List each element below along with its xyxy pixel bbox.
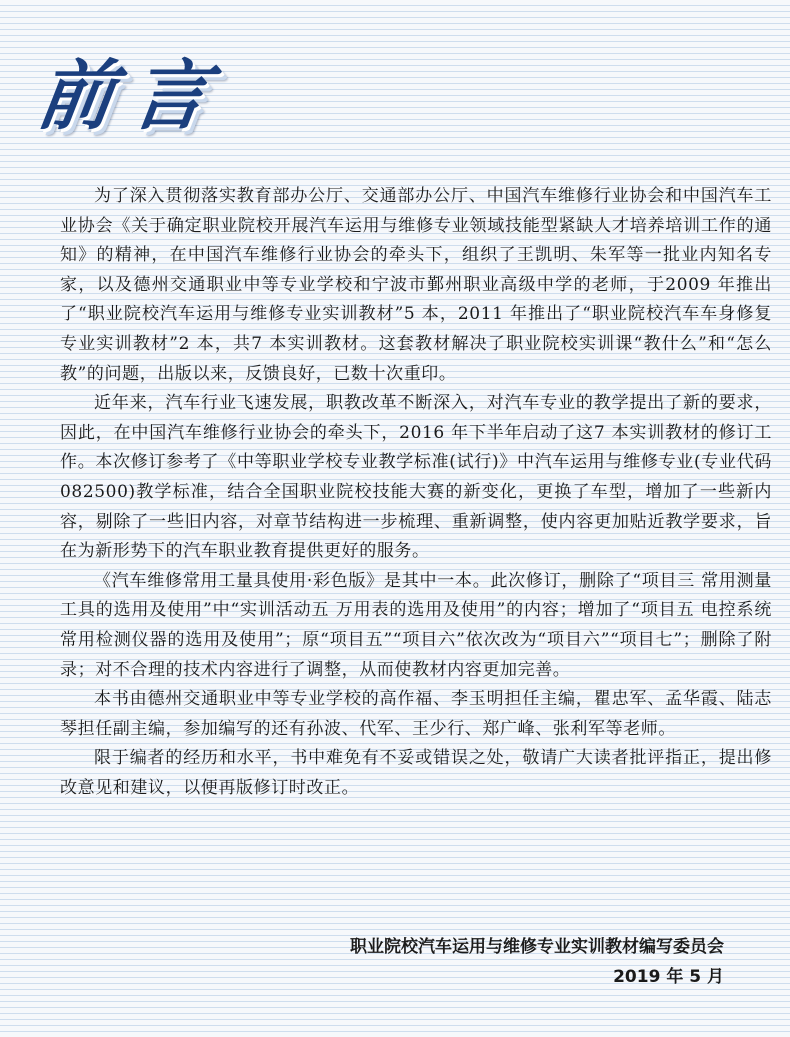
paragraph-1: 为了深入贯彻落实教育部办公厅、交通部办公厅、中国汽车维修行业协会和中国汽车工业协会《关于确定职业院校开展汽车运用与维修专业领域技能型紧缺人才培养培训工作的通知》的精神，在中国汽车维修行业协会的牵头下，组织了王凯明、朱军等一批业内知名专家，以及德州交通职业中等专业学校和宁波市鄞州职业高级中学的老师，于2009 年推出了“职业院校汽车运用与维修专业实训教材”5 本，2011 年推出了“职业院校汽车车身修复专业实训教材”2 本，共7 本实训教材。这套教材解决了职业院校实训课“教什么”和“怎么教”的问题，出版以来，反馈良好，已数十次重印。 <box>60 186 772 384</box>
signature-date: 2019 年 5 月 <box>613 967 724 987</box>
page-title: 前言 <box>31 51 233 140</box>
paragraph-3: 《汽车维修常用工量具使用·彩色版》是其中一本。此次修订，删除了“项目三 常用测量工具的选用及使用”中“实训活动五 万用表的选用及使用”的内容；增加了“项目五 电控系统常用检测仪器的选用及使用”；原“项目五”“项目六”依次改为“项目六”“项目七”；删除了附录；对不合理的技术内容进行了调整，从而使教材内容更加完善。 <box>60 570 772 680</box>
preface-body <box>60 182 772 803</box>
signature-block <box>350 932 724 992</box>
paragraph-2: 近年来，汽车行业飞速发展，职教改革不断深入，对汽车专业的教学提出了新的要求，因此，在中国汽车维修行业协会的牵头下，2016 年下半年启动了这7 本实训教材的修订工作。本次修订参考了《中等职业学校专业教学标准(试行)》中汽车运用与维修专业(专业代码082500)教学标准，结合全国职业院校技能大赛的新变化，更换了车型，增加了一些新内容，剔除了一些旧内容，对章节结构进一步梳理、重新调整，使内容更加贴近教学要求，旨在为新形势下的汽车职业教育提供更好的服务。 <box>60 393 772 562</box>
paragraph-5: 限于编者的经历和水平，书中难免有不妥或错误之处，敬请广大读者批评指正，提出修改意见和建议，以便再版修订时改正。 <box>60 748 772 798</box>
paragraph-4: 本书由德州交通职业中等专业学校的高作福、李玉明担任主编，瞿忠军、孟华霞、陆志琴担任副主编，参加编写的还有孙波、代军、王少行、郑广峰、张利军等老师。 <box>60 689 772 739</box>
signature-organization: 职业院校汽车运用与维修专业实训教材编写委员会 <box>350 937 724 957</box>
